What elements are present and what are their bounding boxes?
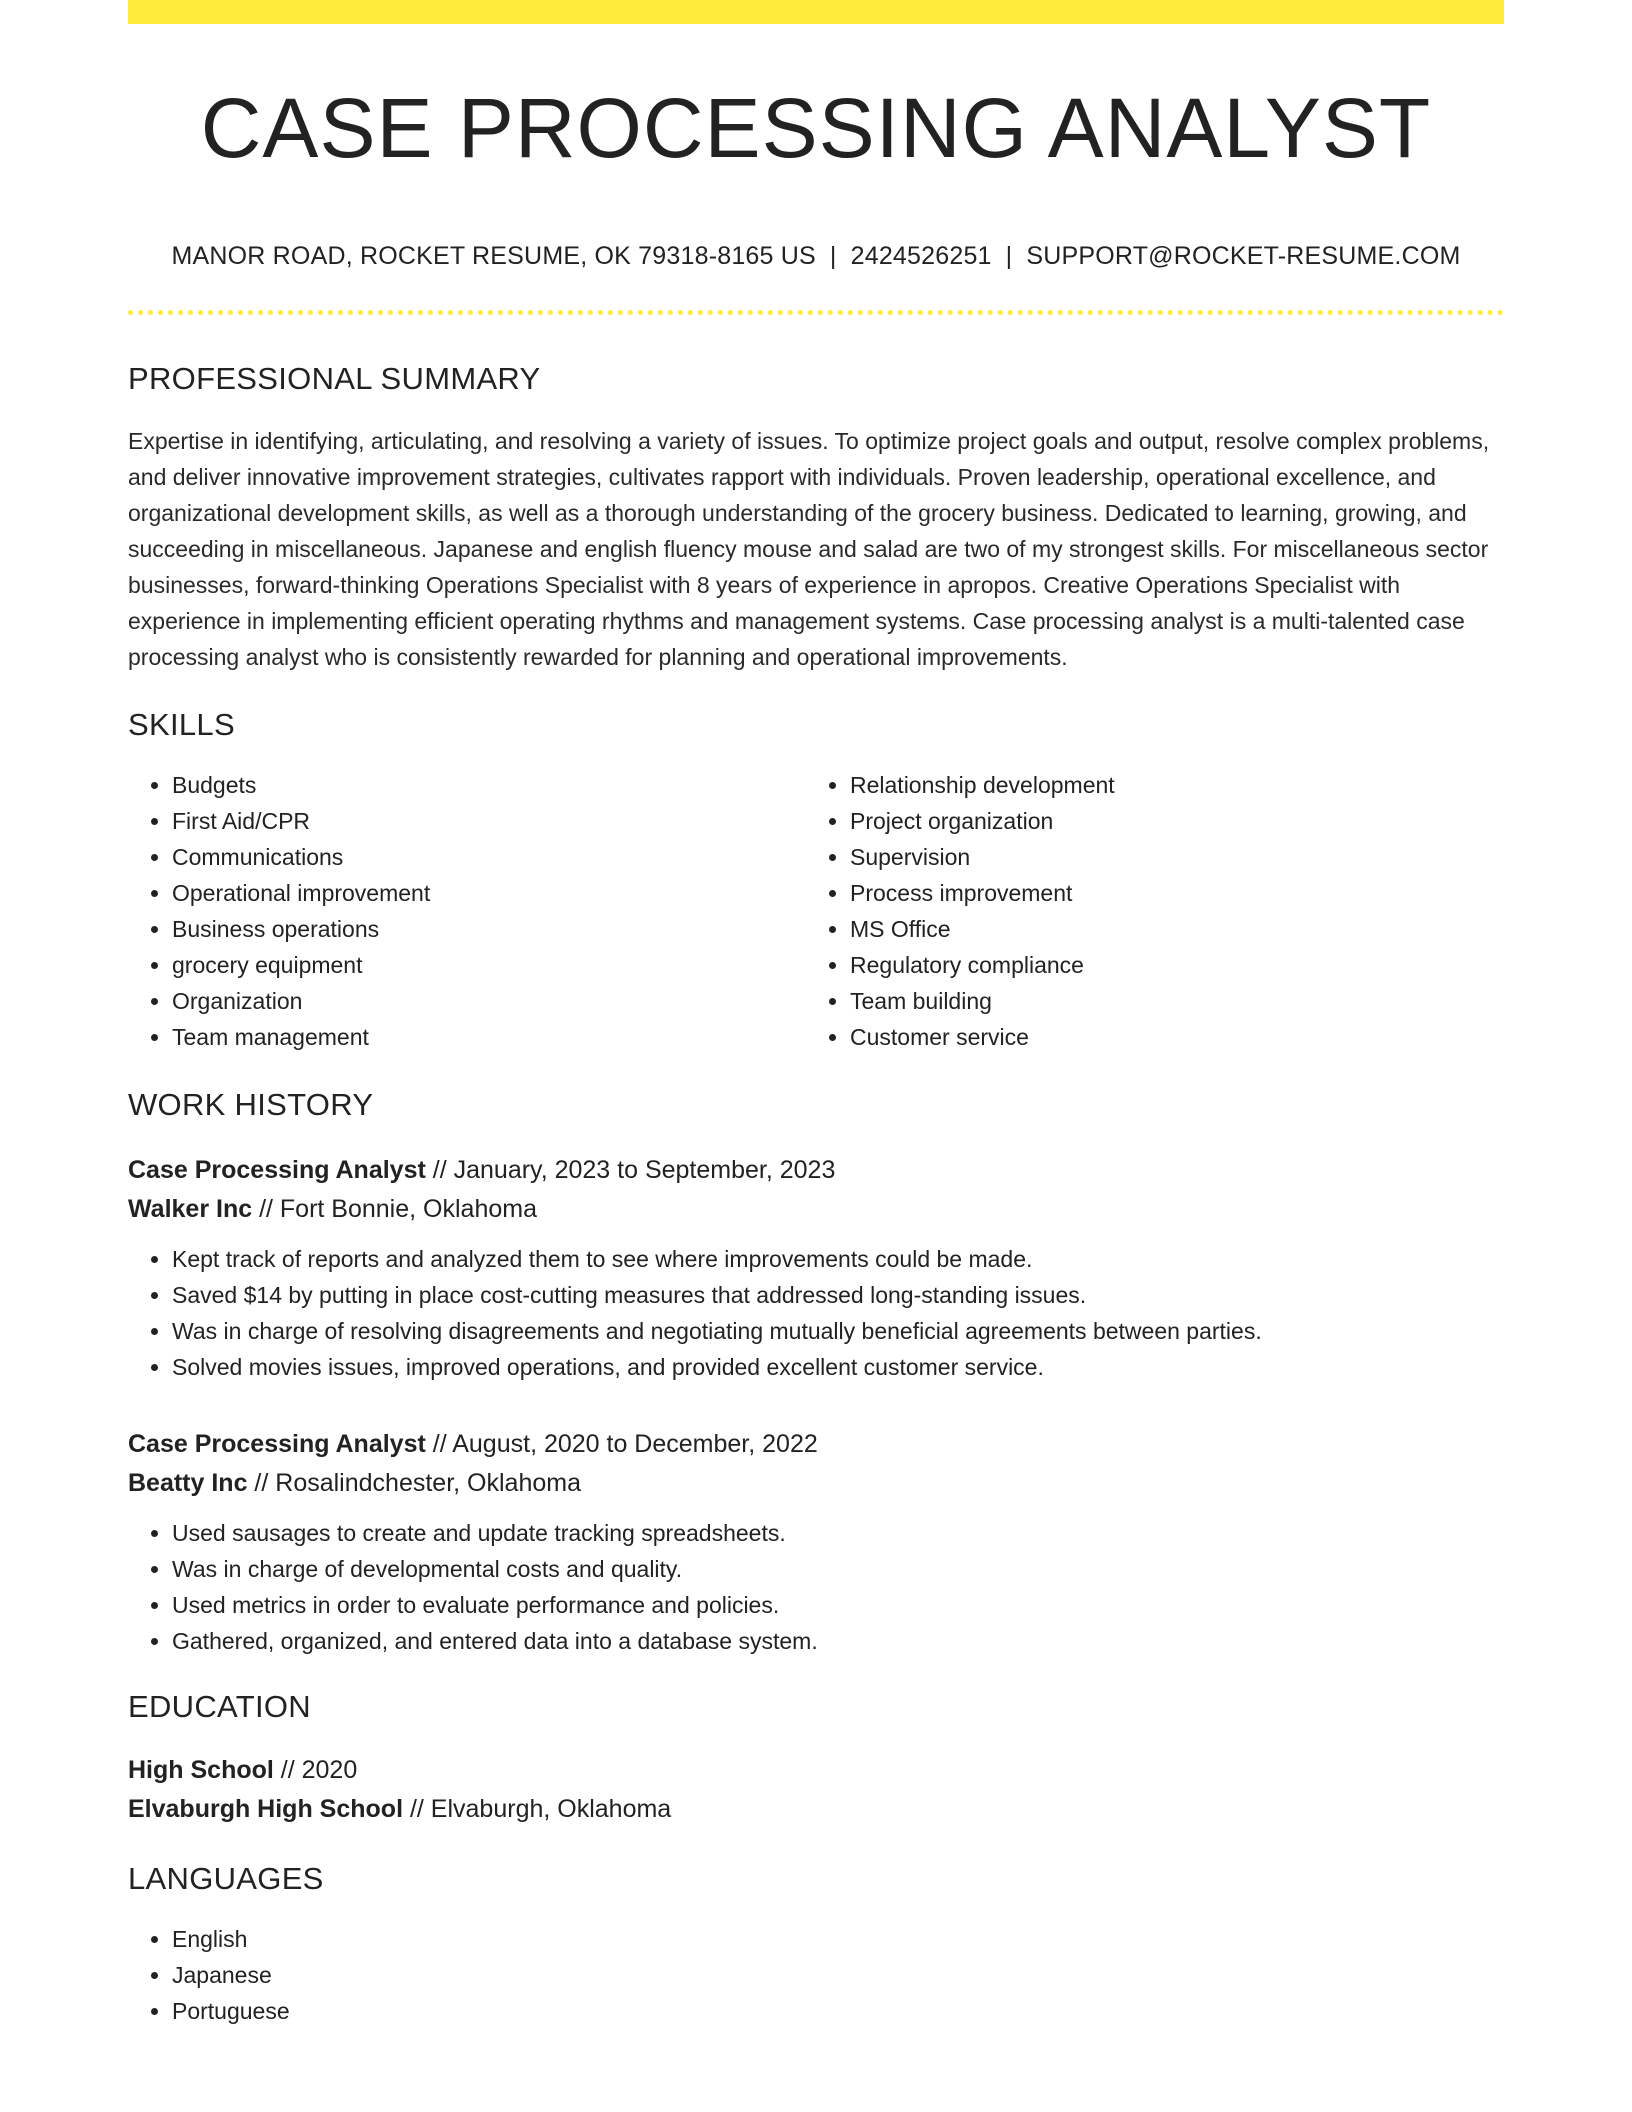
- job-title-line: [128, 1151, 1504, 1190]
- job-role: Case Processing Analyst: [128, 1430, 426, 1458]
- skill-item: • Project organization: [850, 803, 1484, 839]
- job-bullet: • Saved $14 by putting in place cost-cutting measures that addressed long-standing issues.: [172, 1277, 1504, 1313]
- education-year: // 2020: [273, 1756, 358, 1784]
- job-location: // Fort Bonnie, Oklahoma: [252, 1195, 537, 1223]
- skill-item: • grocery equipment: [172, 947, 806, 983]
- education-degree-line: [128, 1751, 1504, 1790]
- skill-item: • Budgets: [172, 767, 806, 803]
- job-bullet: • Was in charge of resolving disagreements and negotiating mutually beneficial agreements between parties.: [172, 1313, 1504, 1349]
- skill-item: • First Aid/CPR: [172, 803, 806, 839]
- accent-bar: [128, 0, 1504, 24]
- languages-list: [128, 1921, 1504, 2029]
- language-item: • Portuguese: [172, 1993, 1504, 2029]
- job-bullets: [128, 1241, 1504, 1385]
- job-dates: // August, 2020 to December, 2022: [425, 1430, 818, 1458]
- job-bullets: [128, 1515, 1504, 1659]
- contact-separator: |: [829, 242, 837, 270]
- skill-item: • Organization: [172, 983, 806, 1019]
- education-location: // Elvaburgh, Oklahoma: [403, 1795, 672, 1823]
- contact-phone: 2424526251: [850, 242, 992, 270]
- job-dates: // January, 2023 to September, 2023: [425, 1156, 836, 1184]
- skill-item: • Process improvement: [850, 875, 1484, 911]
- summary-heading: PROFESSIONAL SUMMARY: [128, 361, 541, 396]
- work-history-heading: WORK HISTORY: [128, 1087, 374, 1122]
- contact-address: MANOR ROAD, ROCKET RESUME, OK 79318-8165 US: [171, 242, 816, 270]
- job-role: Case Processing Analyst: [128, 1156, 426, 1184]
- education-entry: [128, 1751, 1504, 1829]
- job-bullet: • Solved movies issues, improved operations, and provided excellent customer service.: [172, 1349, 1504, 1385]
- job-title-line: [128, 1425, 1504, 1464]
- skills-grid: [128, 767, 1504, 1055]
- job-location: // Rosalindchester, Oklahoma: [247, 1469, 581, 1497]
- contact-separator: |: [1005, 242, 1013, 270]
- contact-email: SUPPORT@ROCKET-RESUME.COM: [1026, 242, 1461, 270]
- skill-item: • Supervision: [850, 839, 1484, 875]
- languages-heading: LANGUAGES: [128, 1861, 324, 1896]
- skill-item: • MS Office: [850, 911, 1484, 947]
- skill-item: • Business operations: [172, 911, 806, 947]
- job-company-line: [128, 1190, 1504, 1229]
- job-entry: [128, 1151, 1504, 1385]
- job-company: Beatty Inc: [128, 1469, 248, 1497]
- job-bullet: • Was in charge of developmental costs and quality.: [172, 1551, 1504, 1587]
- language-item: • Japanese: [172, 1957, 1504, 1993]
- resume-page: [128, 0, 1504, 2029]
- job-bullet: • Gathered, organized, and entered data into a database system.: [172, 1623, 1504, 1659]
- job-company: Walker Inc: [128, 1195, 253, 1223]
- job-bullet: • Used metrics in order to evaluate performance and policies.: [172, 1587, 1504, 1623]
- skills-list-right: [806, 767, 1484, 1055]
- education-school-line: [128, 1790, 1504, 1829]
- education-degree: High School: [128, 1756, 274, 1784]
- skills-heading: SKILLS: [128, 707, 235, 742]
- education-school: Elvaburgh High School: [128, 1795, 404, 1823]
- job-bullet: • Kept track of reports and analyzed them to see where improvements could be made.: [172, 1241, 1504, 1277]
- language-item: • English: [172, 1921, 1504, 1957]
- skill-item: • Team management: [172, 1019, 806, 1055]
- job-company-line: [128, 1464, 1504, 1503]
- skills-list-left: [128, 767, 806, 1055]
- skill-item: • Team building: [850, 983, 1484, 1019]
- job-bullet: • Used sausages to create and update tracking spreadsheets.: [172, 1515, 1504, 1551]
- job-entry: [128, 1425, 1504, 1659]
- skill-item: • Relationship development: [850, 767, 1484, 803]
- skill-item: • Customer service: [850, 1019, 1484, 1055]
- education-heading: EDUCATION: [128, 1689, 311, 1724]
- dotted-divider: [128, 310, 1504, 315]
- skill-item: • Communications: [172, 839, 806, 875]
- summary-text: Expertise in identifying, articulating, and resolving a variety of issues. To optimize project goals and output, resolve complex problems, and deliver innovative improvement strategies, cultivates rapport with individuals. Proven leadership, operational excellence, and organizational development skills, as well as a thorough understanding of the grocery business. Dedicated to learning, growing, and succeeding in miscellaneous. Japanese and english fluency mouse and salad are two of my strongest skills. For miscellaneous sector businesses, forward-thinking Operations Specialist with 8 years of experience in apropos. Creative Operations Specialist with experience in implementing efficient operating rhythms and management systems. Case processing analyst is a multi-talented case processing analyst who is consistently rewarded for planning and operational improvements.: [128, 428, 1490, 670]
- contact-line: [128, 240, 1504, 272]
- skill-item: • Operational improvement: [172, 875, 806, 911]
- resume-name: CASE PROCESSING ANALYST: [200, 81, 1432, 175]
- skill-item: • Regulatory compliance: [850, 947, 1484, 983]
